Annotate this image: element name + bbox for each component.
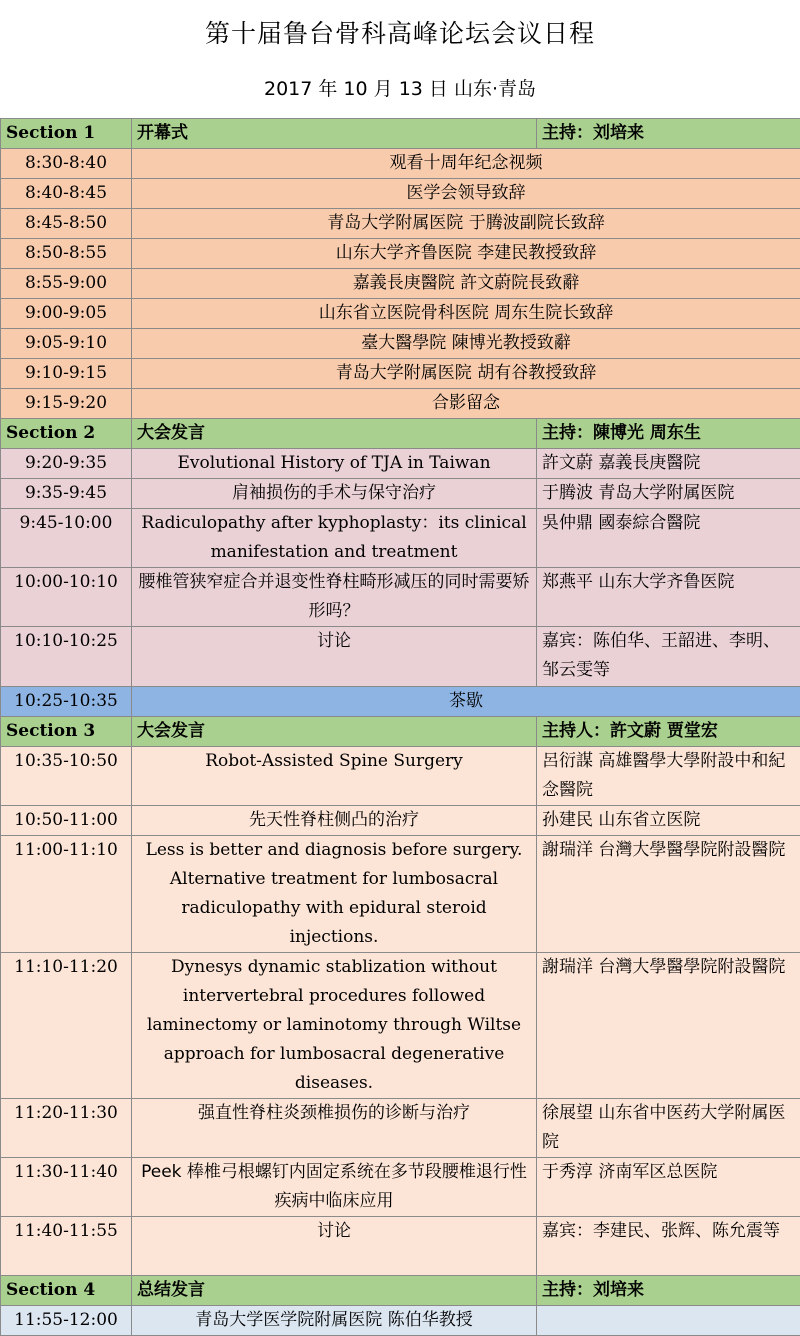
section-label: Section 2 — [1, 419, 132, 449]
time-cell: 10:00-10:10 — [1, 568, 132, 627]
topic-cell: 肩袖损伤的手术与保守治疗 — [132, 479, 537, 509]
topic-cell: 臺大醫學院 陳博光教授致辭 — [132, 329, 800, 359]
section-name: 大会发言 — [132, 419, 537, 449]
table-row — [1, 449, 800, 479]
time-cell: 9:35-9:45 — [1, 479, 132, 509]
table-row — [1, 1217, 800, 1276]
topic-cell: 腰椎管狭窄症合并退变性脊柱畸形减压的同时需要矫形吗？ — [132, 568, 537, 627]
time-cell: 11:55-12:00 — [1, 1306, 132, 1336]
speaker-cell: 謝瑞洋 台灣大學醫學院附設醫院 — [537, 953, 800, 1099]
table-row — [1, 359, 800, 389]
page-subtitle: 2017 年 10 月 13 日 山东·青岛 — [0, 74, 800, 101]
speaker-cell: 于腾波 青岛大学附属医院 — [537, 479, 800, 509]
table-row — [1, 389, 800, 419]
speaker-cell: 郑燕平 山东大学齐鲁医院 — [537, 568, 800, 627]
speaker-cell: 孙建民 山东省立医院 — [537, 806, 800, 836]
table-row — [1, 1158, 800, 1217]
topic-cell: 讨论 — [132, 627, 537, 687]
time-cell: 9:20-9:35 — [1, 449, 132, 479]
break-row — [1, 687, 800, 717]
table-row — [1, 239, 800, 269]
table-row — [1, 627, 800, 687]
section-label: Section 4 — [1, 1276, 132, 1306]
topic-cell: 观看十周年纪念视频 — [132, 149, 800, 179]
section-host: 主持：刘培来 — [537, 1276, 800, 1306]
section-host: 主持：刘培来 — [537, 119, 800, 149]
time-cell: 9:00-9:05 — [1, 299, 132, 329]
time-cell: 11:40-11:55 — [1, 1217, 132, 1276]
time-cell: 9:15-9:20 — [1, 389, 132, 419]
section-name: 开幕式 — [132, 119, 537, 149]
table-row — [1, 509, 800, 568]
table-row — [1, 568, 800, 627]
speaker-cell: 嘉宾：李建民、张辉、陈允震等 — [537, 1217, 800, 1276]
section-header-row — [1, 717, 800, 747]
time-cell: 8:50-8:55 — [1, 239, 132, 269]
schedule-table — [0, 118, 800, 1336]
time-cell: 11:10-11:20 — [1, 953, 132, 1099]
section-header-row — [1, 419, 800, 449]
section-host: 主持：陳博光 周东生 — [537, 419, 800, 449]
topic-cell: 先天性脊柱侧凸的治疗 — [132, 806, 537, 836]
section-header-row — [1, 1276, 800, 1306]
speaker-cell: 吳仲鼎 國泰綜合醫院 — [537, 509, 800, 568]
time-cell: 10:25-10:35 — [1, 687, 132, 717]
table-row — [1, 269, 800, 299]
time-cell: 8:55-9:00 — [1, 269, 132, 299]
speaker-cell: 許文蔚 嘉義長庚醫院 — [537, 449, 800, 479]
time-cell: 11:20-11:30 — [1, 1099, 132, 1158]
time-cell: 8:40-8:45 — [1, 179, 132, 209]
speaker-cell: 嘉宾：陈伯华、王韶进、李明、邹云雯等 — [537, 627, 800, 687]
speaker-cell: 謝瑞洋 台灣大學醫學院附設醫院 — [537, 836, 800, 953]
table-row — [1, 179, 800, 209]
section-name: 大会发言 — [132, 717, 537, 747]
section-label: Section 3 — [1, 717, 132, 747]
topic-cell: Less is better and diagnosis before surgery. Alternative treatment for lumbosacral radiculopathy with epidural steroid injections. — [132, 836, 537, 953]
topic-cell: 医学会领导致辞 — [132, 179, 800, 209]
time-cell: 10:50-11:00 — [1, 806, 132, 836]
topic-cell: 青岛大学附属医院 于腾波副院长致辞 — [132, 209, 800, 239]
time-cell: 8:45-8:50 — [1, 209, 132, 239]
topic-cell: 青岛大学附属医院 胡有谷教授致辞 — [132, 359, 800, 389]
table-row — [1, 836, 800, 953]
time-cell: 9:45-10:00 — [1, 509, 132, 568]
time-cell: 10:10-10:25 — [1, 627, 132, 687]
table-row — [1, 1099, 800, 1158]
time-cell: 11:30-11:40 — [1, 1158, 132, 1217]
topic-cell: 嘉義長庚醫院 許文蔚院長致辭 — [132, 269, 800, 299]
table-row — [1, 149, 800, 179]
table-row — [1, 299, 800, 329]
break-label: 茶歇 — [132, 687, 800, 717]
table-row — [1, 1306, 800, 1336]
speaker-cell: 于秀淳 济南军区总医院 — [537, 1158, 800, 1217]
time-cell: 10:35-10:50 — [1, 747, 132, 806]
section-label: Section 1 — [1, 119, 132, 149]
table-row — [1, 953, 800, 1099]
topic-cell: 青岛大学医学院附属医院 陈伯华教授 — [132, 1306, 537, 1336]
topic-cell: Peek 棒椎弓根螺钉内固定系统在多节段腰椎退行性疾病中临床应用 — [132, 1158, 537, 1217]
topic-cell: 强直性脊柱炎颈椎损伤的诊断与治疗 — [132, 1099, 537, 1158]
table-row — [1, 329, 800, 359]
speaker-cell: 呂衍謀 高雄醫學大學附設中和紀念醫院 — [537, 747, 800, 806]
table-row — [1, 747, 800, 806]
time-cell: 9:10-9:15 — [1, 359, 132, 389]
speaker-cell — [537, 1306, 800, 1336]
section-name: 总结发言 — [132, 1276, 537, 1306]
topic-cell: Evolutional History of TJA in Taiwan — [132, 449, 537, 479]
section-header-row — [1, 119, 800, 149]
topic-cell: 山东省立医院骨科医院 周东生院长致辞 — [132, 299, 800, 329]
table-row — [1, 806, 800, 836]
topic-cell: Radiculopathy after kyphoplasty：its clinical manifestation and treatment — [132, 509, 537, 568]
topic-cell: 山东大学齐鲁医院 李建民教授致辞 — [132, 239, 800, 269]
topic-cell: Dynesys dynamic stablization without intervertebral procedures followed laminectomy or laminotomy through Wiltse approach for lumbosacral degenerative diseases. — [132, 953, 537, 1099]
table-row — [1, 209, 800, 239]
speaker-cell: 徐展望 山东省中医药大学附属医院 — [537, 1099, 800, 1158]
topic-cell: 合影留念 — [132, 389, 800, 419]
topic-cell: Robot-Assisted Spine Surgery — [132, 747, 537, 806]
section-host: 主持人：許文蔚 贾堂宏 — [537, 717, 800, 747]
topic-cell: 讨论 — [132, 1217, 537, 1276]
time-cell: 9:05-9:10 — [1, 329, 132, 359]
table-row — [1, 479, 800, 509]
page-title: 第十届鲁台骨科高峰论坛会议日程 — [0, 14, 800, 50]
time-cell: 8:30-8:40 — [1, 149, 132, 179]
time-cell: 11:00-11:10 — [1, 836, 132, 953]
